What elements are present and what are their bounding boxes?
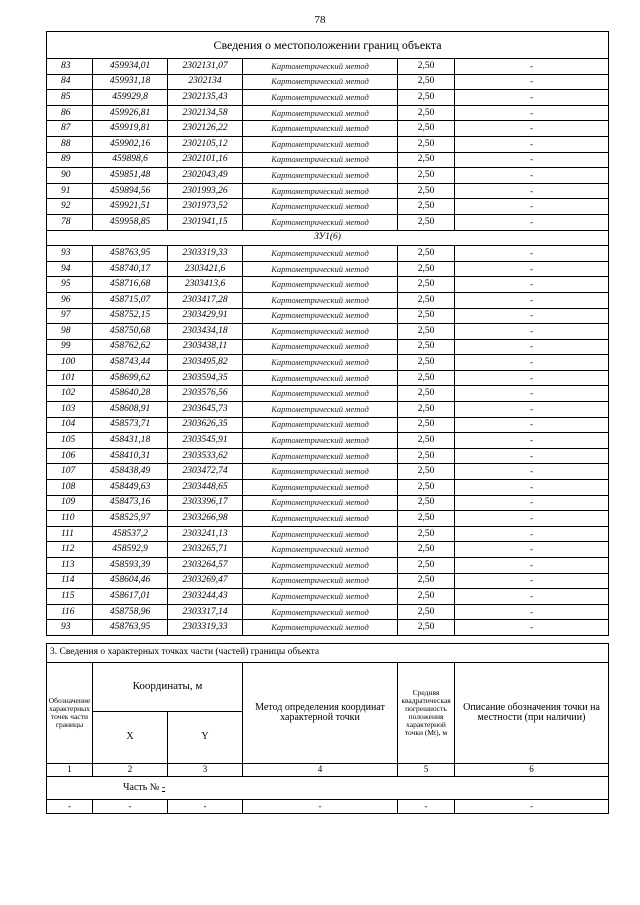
method-cell: Картометрический метод xyxy=(243,105,398,121)
accuracy-cell: 2,50 xyxy=(398,308,455,324)
description-cell: - xyxy=(455,121,609,137)
table-row xyxy=(47,542,609,558)
table-row xyxy=(47,417,609,433)
table-row xyxy=(47,105,609,121)
accuracy-cell: 2,50 xyxy=(398,277,455,293)
description-cell: - xyxy=(455,417,609,433)
coord-x-cell: 459926,81 xyxy=(93,105,168,121)
coord-y-cell: 2303417,28 xyxy=(168,292,243,308)
coord-y-cell: 2301973,52 xyxy=(168,199,243,215)
point-number-cell: 103 xyxy=(47,402,93,418)
point-number-cell: 86 xyxy=(47,105,93,121)
accuracy-cell: 2,50 xyxy=(398,417,455,433)
accuracy-cell: 2,50 xyxy=(398,620,455,636)
table-row xyxy=(47,355,609,371)
description-cell: - xyxy=(455,604,609,620)
coord-x-cell: 459851,48 xyxy=(93,168,168,184)
point-number-cell: 106 xyxy=(47,448,93,464)
col-designation-header: Обозначение характерных точек части границы xyxy=(47,663,93,764)
part-row xyxy=(47,777,609,800)
group-label: ЗУ1(6) xyxy=(47,230,609,246)
coord-x-cell: 458758,96 xyxy=(93,604,168,620)
method-cell: Картометрический метод xyxy=(243,355,398,371)
description-cell: - xyxy=(455,370,609,386)
coord-x-cell: 458410,31 xyxy=(93,448,168,464)
col-number: 5 xyxy=(398,764,455,777)
point-number-cell: 107 xyxy=(47,464,93,480)
coord-y-cell: 2303266,98 xyxy=(168,511,243,527)
method-cell: Картометрический метод xyxy=(243,604,398,620)
coord-x-cell: 459934,01 xyxy=(93,59,168,75)
method-cell: Картометрический метод xyxy=(243,74,398,90)
coord-y-cell: 2303241,13 xyxy=(168,526,243,542)
coord-x-cell: 459921,51 xyxy=(93,199,168,215)
coord-x-cell: 458608,91 xyxy=(93,402,168,418)
part-label: Часть № xyxy=(123,781,160,793)
table-row xyxy=(47,495,609,511)
coord-x-cell: 458537,2 xyxy=(93,526,168,542)
coord-x-cell: 458473,16 xyxy=(93,495,168,511)
method-cell: Картометрический метод xyxy=(243,620,398,636)
coord-y-cell: 2303576,56 xyxy=(168,386,243,402)
description-cell: - xyxy=(455,74,609,90)
coord-x-cell: 459898,6 xyxy=(93,152,168,168)
coord-y-cell: 2302126,22 xyxy=(168,121,243,137)
method-cell: Картометрический метод xyxy=(243,152,398,168)
point-number-cell: 93 xyxy=(47,620,93,636)
table-row xyxy=(47,433,609,449)
coord-x-cell: 458762,62 xyxy=(93,339,168,355)
coord-x-cell: 458604,46 xyxy=(93,573,168,589)
coord-y-cell: 2303626,35 xyxy=(168,417,243,433)
point-number-cell: 85 xyxy=(47,90,93,106)
description-cell: - xyxy=(455,90,609,106)
method-cell: Картометрический метод xyxy=(243,168,398,184)
coord-x-cell: 458716,68 xyxy=(93,277,168,293)
method-cell: Картометрический метод xyxy=(243,199,398,215)
coord-y-cell: 2303244,43 xyxy=(168,589,243,605)
coord-y-cell: 2303319,33 xyxy=(168,620,243,636)
table-row xyxy=(47,277,609,293)
coord-y-cell: 2302131,07 xyxy=(168,59,243,75)
col-coords-header: Координаты, м xyxy=(93,663,243,712)
point-number-cell: 116 xyxy=(47,604,93,620)
accuracy-cell: 2,50 xyxy=(398,542,455,558)
point-number-cell: 112 xyxy=(47,542,93,558)
accuracy-cell: 2,50 xyxy=(398,355,455,371)
col-accuracy-header: Средняя квадратическая погрешность положения характерной точки (Mt), м xyxy=(398,663,455,764)
description-cell: - xyxy=(455,542,609,558)
accuracy-cell: 2,50 xyxy=(398,261,455,277)
table-row xyxy=(47,558,609,574)
accuracy-cell: 2,50 xyxy=(398,511,455,527)
accuracy-cell: 2,50 xyxy=(398,464,455,480)
empty-cell: - xyxy=(398,800,455,814)
coord-y-cell: 2303269,47 xyxy=(168,573,243,589)
coord-y-cell: 2303645,73 xyxy=(168,402,243,418)
coord-x-cell: 458617,01 xyxy=(93,589,168,605)
table-row xyxy=(47,448,609,464)
method-cell: Картометрический метод xyxy=(243,183,398,199)
coord-x-cell: 458449,63 xyxy=(93,480,168,496)
coord-y-cell: 2303265,71 xyxy=(168,542,243,558)
table-row xyxy=(47,511,609,527)
description-cell: - xyxy=(455,355,609,371)
coord-y-cell: 2303396,17 xyxy=(168,495,243,511)
table-row xyxy=(47,620,609,636)
method-cell: Картометрический метод xyxy=(243,292,398,308)
table-row xyxy=(47,589,609,605)
point-number-cell: 115 xyxy=(47,589,93,605)
point-number-cell: 84 xyxy=(47,74,93,90)
col-x-header: X xyxy=(93,712,168,764)
table-row xyxy=(47,199,609,215)
section3-heading: 3. Сведения о характерных точках части (частей) границы объекта xyxy=(47,644,609,663)
description-cell: - xyxy=(455,433,609,449)
method-cell: Картометрический метод xyxy=(243,558,398,574)
accuracy-cell: 2,50 xyxy=(398,480,455,496)
coord-y-cell: 2303319,33 xyxy=(168,246,243,262)
coord-y-cell: 2303438,11 xyxy=(168,339,243,355)
coord-y-cell: 2302134,58 xyxy=(168,105,243,121)
table-row xyxy=(47,214,609,230)
method-cell: Картометрический метод xyxy=(243,246,398,262)
coord-y-cell: 2303533,62 xyxy=(168,448,243,464)
col-number: 6 xyxy=(455,764,609,777)
coord-y-cell: 2303413,6 xyxy=(168,277,243,293)
point-number-cell: 88 xyxy=(47,136,93,152)
description-cell: - xyxy=(455,308,609,324)
accuracy-cell: 2,50 xyxy=(398,121,455,137)
empty-cell: - xyxy=(455,800,609,814)
method-cell: Картометрический метод xyxy=(243,59,398,75)
point-number-cell: 92 xyxy=(47,199,93,215)
description-cell: - xyxy=(455,136,609,152)
coord-x-cell: 458699,62 xyxy=(93,370,168,386)
table-row xyxy=(47,152,609,168)
point-number-cell: 93 xyxy=(47,246,93,262)
accuracy-cell: 2,50 xyxy=(398,59,455,75)
point-number-cell: 104 xyxy=(47,417,93,433)
description-cell: - xyxy=(455,386,609,402)
point-number-cell: 97 xyxy=(47,308,93,324)
method-cell: Картометрический метод xyxy=(243,448,398,464)
point-number-cell: 114 xyxy=(47,573,93,589)
coord-x-cell: 458438,49 xyxy=(93,464,168,480)
table-row xyxy=(47,339,609,355)
point-number-cell: 109 xyxy=(47,495,93,511)
coord-x-cell: 458763,95 xyxy=(93,620,168,636)
empty-cell: - xyxy=(93,800,168,814)
method-cell: Картометрический метод xyxy=(243,526,398,542)
method-cell: Картометрический метод xyxy=(243,339,398,355)
accuracy-cell: 2,50 xyxy=(398,152,455,168)
accuracy-cell: 2,50 xyxy=(398,402,455,418)
table-row xyxy=(47,246,609,262)
description-cell: - xyxy=(455,526,609,542)
description-cell: - xyxy=(455,480,609,496)
description-cell: - xyxy=(455,59,609,75)
point-number-cell: 101 xyxy=(47,370,93,386)
method-cell: Картометрический метод xyxy=(243,589,398,605)
col-number: 3 xyxy=(168,764,243,777)
coord-x-cell: 458525,97 xyxy=(93,511,168,527)
col-method-header: Метод определения координат характерной точки xyxy=(243,663,398,764)
table-row xyxy=(47,121,609,137)
accuracy-cell: 2,50 xyxy=(398,168,455,184)
description-cell: - xyxy=(455,464,609,480)
point-number-cell: 98 xyxy=(47,324,93,340)
col-number: 1 xyxy=(47,764,93,777)
method-cell: Картометрический метод xyxy=(243,370,398,386)
coord-y-cell: 2303434,18 xyxy=(168,324,243,340)
method-cell: Картометрический метод xyxy=(243,214,398,230)
accuracy-cell: 2,50 xyxy=(398,526,455,542)
accuracy-cell: 2,50 xyxy=(398,448,455,464)
method-cell: Картометрический метод xyxy=(243,136,398,152)
accuracy-cell: 2,50 xyxy=(398,183,455,199)
description-cell: - xyxy=(455,589,609,605)
coord-x-cell: 459919,81 xyxy=(93,121,168,137)
table-row xyxy=(47,168,609,184)
point-number-cell: 87 xyxy=(47,121,93,137)
table-row xyxy=(47,90,609,106)
table-row xyxy=(47,308,609,324)
coord-x-cell: 458750,68 xyxy=(93,324,168,340)
coord-x-cell: 458763,95 xyxy=(93,246,168,262)
description-cell: - xyxy=(455,152,609,168)
coord-x-cell: 458752,15 xyxy=(93,308,168,324)
method-cell: Картометрический метод xyxy=(243,402,398,418)
method-cell: Картометрический метод xyxy=(243,261,398,277)
method-cell: Картометрический метод xyxy=(243,121,398,137)
coord-y-cell: 2303472,74 xyxy=(168,464,243,480)
table-row xyxy=(47,183,609,199)
accuracy-cell: 2,50 xyxy=(398,214,455,230)
accuracy-cell: 2,50 xyxy=(398,370,455,386)
point-number-cell: 90 xyxy=(47,168,93,184)
method-cell: Картометрический метод xyxy=(243,386,398,402)
boundary-table xyxy=(46,31,609,636)
description-cell: - xyxy=(455,620,609,636)
coord-x-cell: 459929,8 xyxy=(93,90,168,106)
coord-x-cell: 459902,16 xyxy=(93,136,168,152)
description-cell: - xyxy=(455,261,609,277)
description-cell: - xyxy=(455,448,609,464)
table-row xyxy=(47,464,609,480)
col-y-header: Y xyxy=(168,712,243,764)
method-cell: Картометрический метод xyxy=(243,480,398,496)
coord-x-cell: 458592,9 xyxy=(93,542,168,558)
coord-y-cell: 2303448,65 xyxy=(168,480,243,496)
point-number-cell: 83 xyxy=(47,59,93,75)
parts-table xyxy=(46,643,609,814)
description-cell: - xyxy=(455,246,609,262)
coord-y-cell: 2303421,6 xyxy=(168,261,243,277)
description-cell: - xyxy=(455,183,609,199)
method-cell: Картометрический метод xyxy=(243,511,398,527)
table-row xyxy=(47,324,609,340)
description-cell: - xyxy=(455,105,609,121)
col-description-header: Описание обозначения точки на местности (при наличии) xyxy=(455,663,609,764)
description-cell: - xyxy=(455,168,609,184)
table-row xyxy=(47,370,609,386)
point-number-cell: 108 xyxy=(47,480,93,496)
table-row xyxy=(47,480,609,496)
method-cell: Картометрический метод xyxy=(243,464,398,480)
coord-y-cell: 2303594,35 xyxy=(168,370,243,386)
point-number-cell: 105 xyxy=(47,433,93,449)
table-row xyxy=(47,74,609,90)
table-row xyxy=(47,573,609,589)
coord-y-cell: 2303264,57 xyxy=(168,558,243,574)
method-cell: Картометрический метод xyxy=(243,433,398,449)
accuracy-cell: 2,50 xyxy=(398,105,455,121)
coord-x-cell: 459958,85 xyxy=(93,214,168,230)
coord-y-cell: 2303429,91 xyxy=(168,308,243,324)
point-number-cell: 95 xyxy=(47,277,93,293)
method-cell: Картометрический метод xyxy=(243,90,398,106)
group-row xyxy=(47,230,609,246)
point-number-cell: 113 xyxy=(47,558,93,574)
description-cell: - xyxy=(455,573,609,589)
accuracy-cell: 2,50 xyxy=(398,74,455,90)
accuracy-cell: 2,50 xyxy=(398,339,455,355)
coord-y-cell: 2302101,16 xyxy=(168,152,243,168)
coord-x-cell: 458593,39 xyxy=(93,558,168,574)
point-number-cell: 111 xyxy=(47,526,93,542)
section-title-row xyxy=(47,32,609,59)
description-cell: - xyxy=(455,324,609,340)
point-number-cell: 89 xyxy=(47,152,93,168)
point-number-cell: 78 xyxy=(47,214,93,230)
table-row xyxy=(47,386,609,402)
point-number-cell: 96 xyxy=(47,292,93,308)
accuracy-cell: 2,50 xyxy=(398,558,455,574)
coord-x-cell: 458640,28 xyxy=(93,386,168,402)
accuracy-cell: 2,50 xyxy=(398,604,455,620)
coord-y-cell: 2302134 xyxy=(168,74,243,90)
page-number: 78 xyxy=(314,14,326,26)
accuracy-cell: 2,50 xyxy=(398,573,455,589)
accuracy-cell: 2,50 xyxy=(398,136,455,152)
coord-x-cell: 459894,56 xyxy=(93,183,168,199)
empty-cell: - xyxy=(47,800,93,814)
table-row xyxy=(47,292,609,308)
table-row xyxy=(47,526,609,542)
accuracy-cell: 2,50 xyxy=(398,433,455,449)
accuracy-cell: 2,50 xyxy=(398,246,455,262)
coord-x-cell: 458573,71 xyxy=(93,417,168,433)
point-number-cell: 102 xyxy=(47,386,93,402)
coord-y-cell: 2303317,14 xyxy=(168,604,243,620)
description-cell: - xyxy=(455,402,609,418)
coord-x-cell: 458715,07 xyxy=(93,292,168,308)
method-cell: Картометрический метод xyxy=(243,324,398,340)
coord-y-cell: 2303545,91 xyxy=(168,433,243,449)
section3-heading-row xyxy=(47,644,609,663)
method-cell: Картометрический метод xyxy=(243,573,398,589)
coord-y-cell: 2303495,82 xyxy=(168,355,243,371)
section-title: Сведения о местоположении границ объекта xyxy=(47,32,609,59)
coord-y-cell: 2302105,12 xyxy=(168,136,243,152)
coord-y-cell: 2301993,26 xyxy=(168,183,243,199)
accuracy-cell: 2,50 xyxy=(398,199,455,215)
point-number-cell: 110 xyxy=(47,511,93,527)
part-label-cell xyxy=(47,777,609,800)
description-cell: - xyxy=(455,495,609,511)
method-cell: Картометрический метод xyxy=(243,417,398,433)
description-cell: - xyxy=(455,558,609,574)
method-cell: Картометрический метод xyxy=(243,542,398,558)
accuracy-cell: 2,50 xyxy=(398,495,455,511)
description-cell: - xyxy=(455,339,609,355)
accuracy-cell: 2,50 xyxy=(398,292,455,308)
coord-y-cell: 2302135,43 xyxy=(168,90,243,106)
coord-y-cell: 2301941,15 xyxy=(168,214,243,230)
description-cell: - xyxy=(455,511,609,527)
accuracy-cell: 2,50 xyxy=(398,90,455,106)
col-number: 2 xyxy=(93,764,168,777)
accuracy-cell: 2,50 xyxy=(398,386,455,402)
table-row xyxy=(47,136,609,152)
point-number-cell: 94 xyxy=(47,261,93,277)
coord-x-cell: 459931,18 xyxy=(93,74,168,90)
method-cell: Картометрический метод xyxy=(243,495,398,511)
table-row xyxy=(47,59,609,75)
part-value: - xyxy=(161,781,166,793)
description-cell: - xyxy=(455,214,609,230)
coord-y-cell: 2302043,49 xyxy=(168,168,243,184)
method-cell: Картометрический метод xyxy=(243,277,398,293)
point-number-cell: 100 xyxy=(47,355,93,371)
coord-x-cell: 458431,18 xyxy=(93,433,168,449)
table-row xyxy=(47,402,609,418)
point-number-cell: 91 xyxy=(47,183,93,199)
description-cell: - xyxy=(455,292,609,308)
table-row xyxy=(47,604,609,620)
table-row xyxy=(47,261,609,277)
empty-cell: - xyxy=(243,800,398,814)
description-cell: - xyxy=(455,199,609,215)
coord-x-cell: 458743,44 xyxy=(93,355,168,371)
description-cell: - xyxy=(455,277,609,293)
accuracy-cell: 2,50 xyxy=(398,324,455,340)
empty-row xyxy=(47,800,609,814)
method-cell: Картометрический метод xyxy=(243,308,398,324)
point-number-cell: 99 xyxy=(47,339,93,355)
coord-x-cell: 458740,17 xyxy=(93,261,168,277)
accuracy-cell: 2,50 xyxy=(398,589,455,605)
empty-cell: - xyxy=(168,800,243,814)
col-number: 4 xyxy=(243,764,398,777)
